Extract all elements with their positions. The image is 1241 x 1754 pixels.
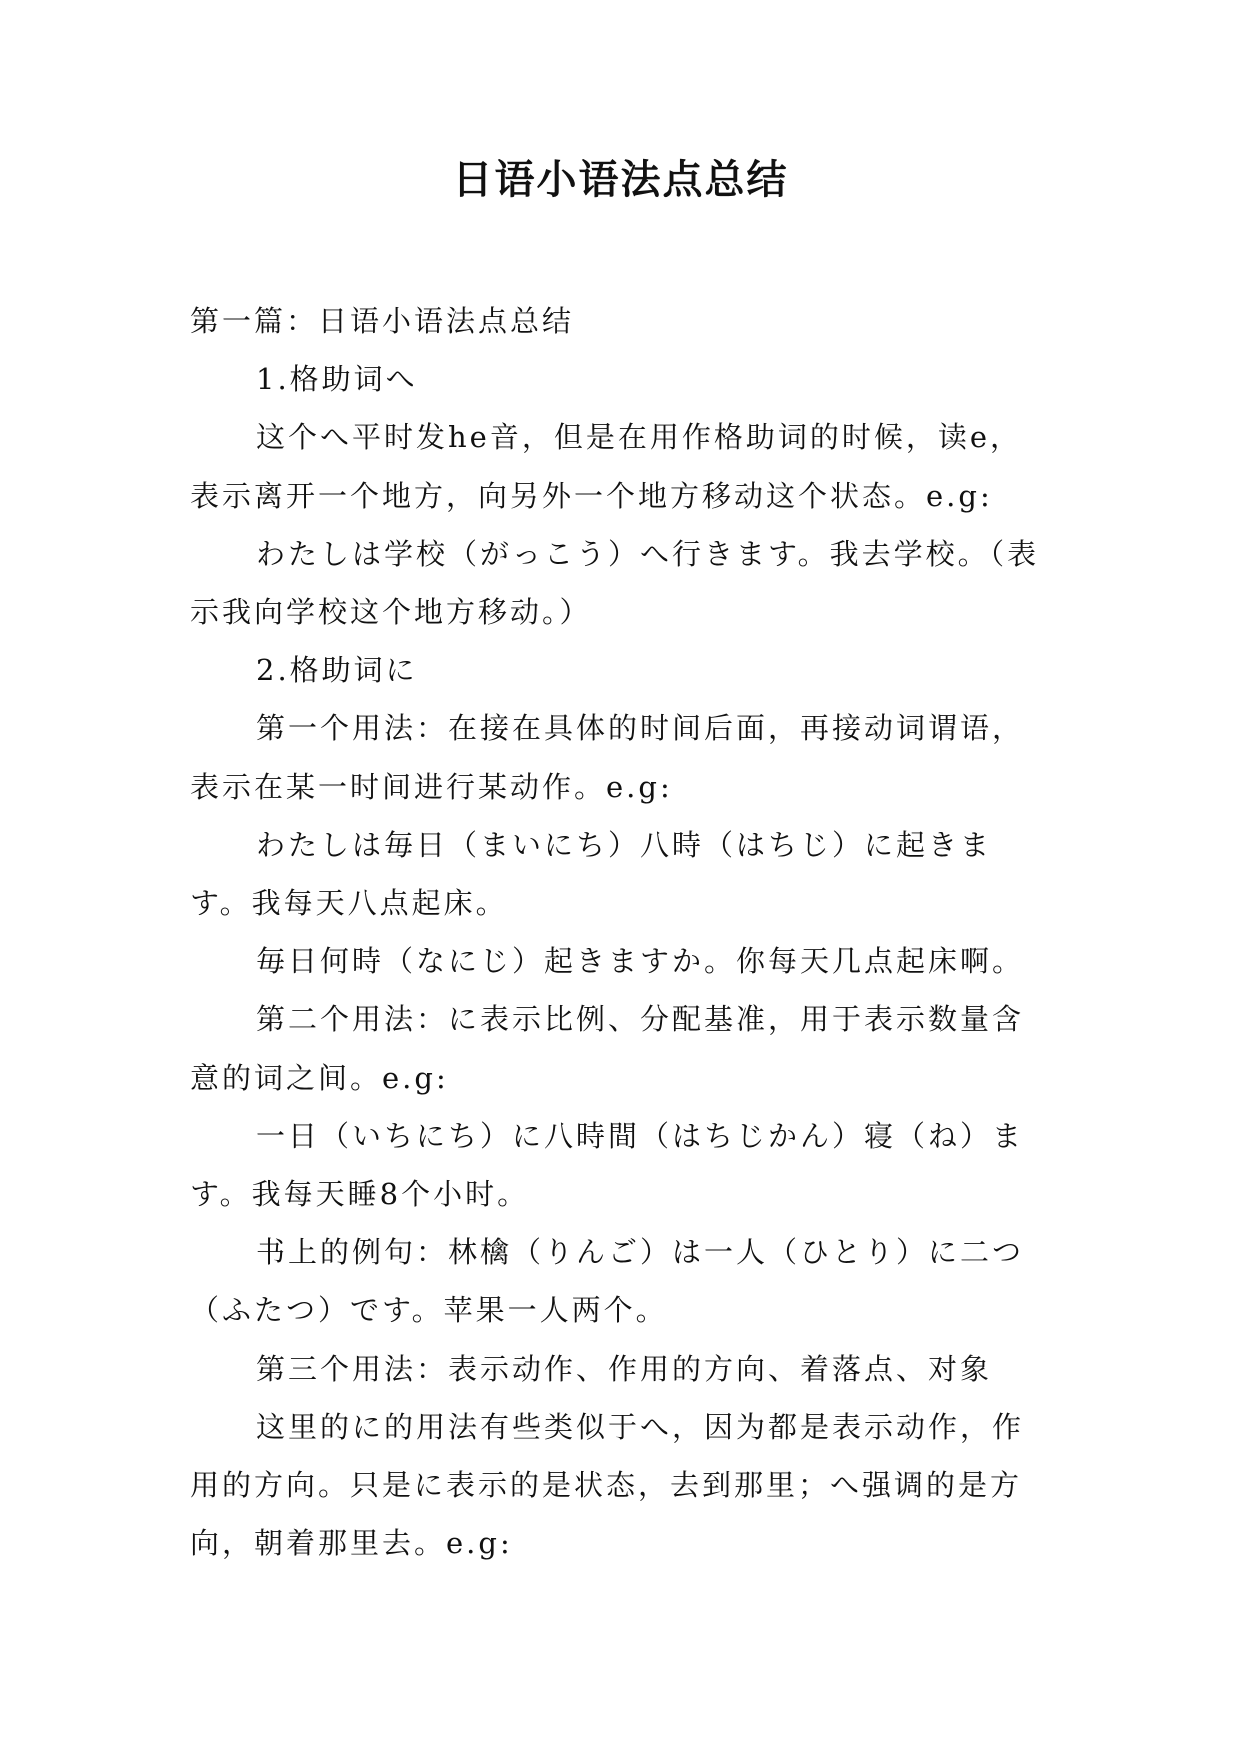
paragraph-example: 书上的例句：林檎（りんご）は一人（ひとり）に二つ（ふたつ）です。苹果一人两个。 (190, 1235, 1025, 1328)
paragraph-heading-2: 2.格助词に (256, 653, 418, 688)
paragraph-example: 一日（いちにち）に八時間（はちじかん）寝（ね）ます。我每天睡8个小时。 (190, 1118, 1025, 1212)
paragraph: 第一个用法：在接在具体的时间后面，再接动词谓语，表示在某一时间进行某动作。e.g: (190, 711, 1025, 804)
document-body (190, 292, 1050, 1572)
paragraph: 这个へ平时发he音，但是在用作格助词的时候，读e，表示离开一个地方，向另外一个地方移动这个状态。e.g: (190, 420, 1023, 513)
paragraph-example: わたしは毎日（まいにち）八時（はちじ）に起きます。我每天八点起床。 (190, 827, 993, 921)
paragraph: 这里的に的用法有些类似于へ，因为都是表示动作，作用的方向。只是に表示的是状态，去到那里；へ强调的是方向，朝着那里去。e.g: (190, 1409, 1025, 1561)
paragraph-example: 毎日何時（なにじ）起きますか。你每天几点起床啊。 (256, 944, 1025, 979)
paragraph-section-heading: 第一篇：日语小语法点总结 (190, 304, 575, 338)
paragraph: 第三个用法：表示动作、作用的方向、着落点、对象 (256, 1351, 993, 1386)
paragraph-heading-1: 1.格助词へ (256, 362, 418, 397)
paragraph-example: わたしは学校（がっこう）へ行きます。我去学校。（表示我向学校这个地方移动。） (190, 536, 1040, 630)
paragraph: 第二个用法：に表示比例、分配基准，用于表示数量含意的词之间。e.g: (190, 1002, 1025, 1095)
document-title: 日语小语法点总结 (452, 156, 789, 203)
